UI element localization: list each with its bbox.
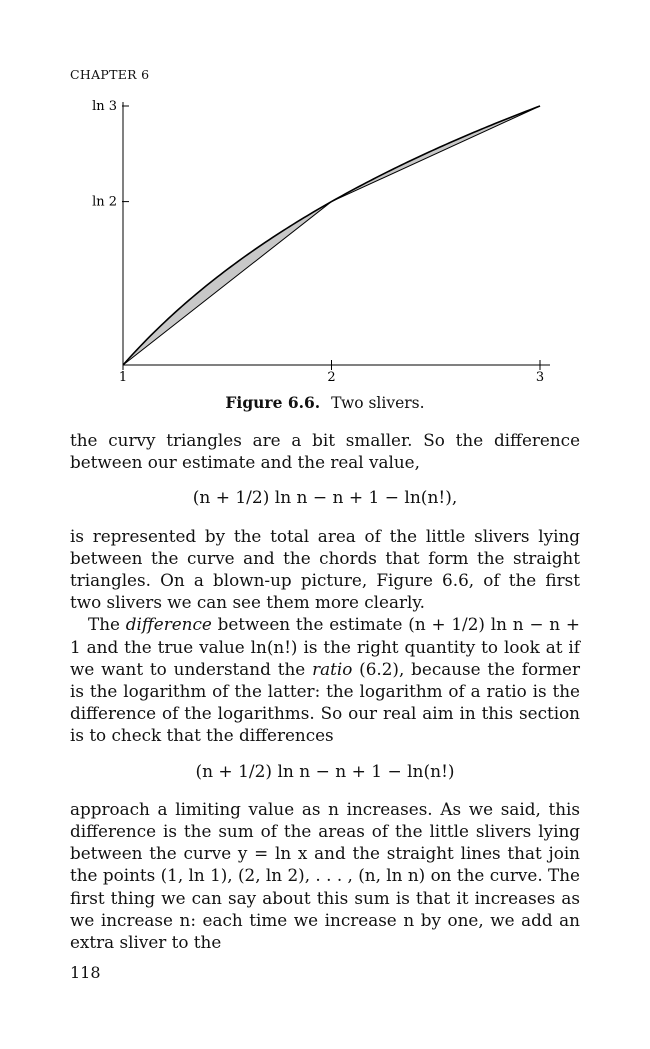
y-tick-label: ln 2 [92, 194, 117, 210]
equation-2: (n + 1/2) ln n − n + 1 − ln(n!) [195, 761, 455, 782]
curve-ln-x [123, 106, 540, 365]
figure-caption [0, 393, 650, 412]
paragraph-3-part-b: between the estimate (n + 1/2) ln n − n + 1 and the true value ln(n!) is the right quantity to look at if we want to understand the [70, 614, 580, 679]
paragraph-4: approach a limiting value as n increases. As we said, this difference is the sum of the areas of the little slivers lying between the curve y = ln x and the straight lines that join the points (1, ln 1), (2, ln 2), . . . , (n, ln n) on the curve. The first thing we can say about this sum is that it increases as we increase n: each time we increase n by one, we add an extra sliver to the [70, 798, 580, 953]
y-tick-label: ln 3 [92, 99, 117, 114]
emphasis-ratio: ratio [312, 658, 353, 679]
paragraph-3 [70, 613, 580, 746]
paragraph-3-part-a: The [88, 614, 126, 635]
chord-lines [123, 106, 540, 365]
paragraph-2: is represented by the total area of the little slivers lying between the curve and the chords that form the straight triangles. On a blown-up picture, Figure 6.6, of the first two slivers we can see them more clearly. [70, 525, 580, 613]
x-tick-label: 1 [118, 370, 128, 385]
chart-plot-area [92, 99, 550, 385]
running-head: CHAPTER 6 [70, 67, 150, 82]
body-text [70, 429, 580, 953]
emphasis-difference: difference [125, 614, 212, 635]
figure-6-6 [0, 0, 650, 390]
x-tick-label: 3 [535, 370, 545, 385]
paragraph-1: the curvy triangles are a bit smaller. So the difference between our estimate and the real value, [70, 430, 580, 473]
figure-label: Figure 6.6. [225, 393, 321, 412]
paragraph-3-part-c: (6.2), because the former is the logarithm of the latter: the logarithm of a ratio is the difference of the logarithms. So our real aim in this section is to check that the differences [70, 658, 580, 746]
figure-caption-text: Two slivers. [331, 394, 425, 412]
equation-1: (n + 1/2) ln n − n + 1 − ln(n!), [192, 488, 458, 509]
x-tick-label: 2 [327, 370, 336, 385]
page-number: 118 [70, 963, 101, 982]
